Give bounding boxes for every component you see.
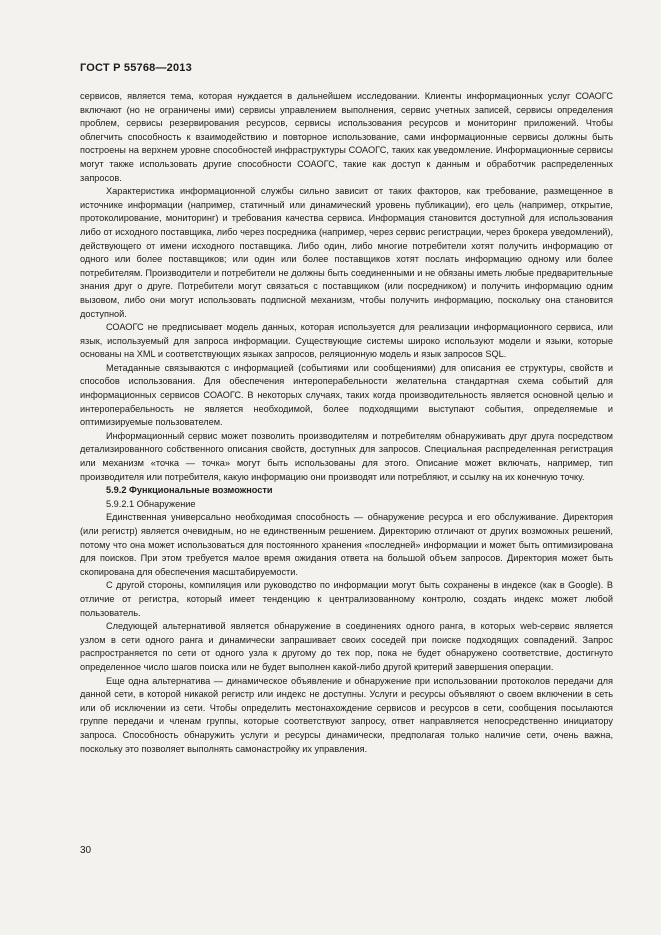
paragraph-continuation: сервисов, является тема, которая нуждается в дальнейшем исследовании. Клиенты информационных услуг СОАОГС включают (но не ограничены ими) сервисы управлением выполнения, сервис учетных записей, сервисы определения проблем, сервисы резервирования ресурсов, сервисы использования ресурсов и мониторинг приложений. Чтобы облегчить способность к взаимодействию и повторное использование, сами информационные сервисы должны быть построены на верхнем уровне способностей инфраструктуры СОАОГС, таких как уведомление. Информационные сервисы могут также использовать другие способности СОАОГС, такие как доступ к данным и обработчик распределенных запросов. <box>80 91 613 183</box>
paragraph: Информационный сервис может позволить производителям и потребителям обнаруживать друг друга посредством детализированного собственного описания свойств, доступных для запросов. Специальная распределенная регистрация или механизм «точка — точка» могут быть использованы для этого. Описание может включать, например, тип производителя или потребителя, какую информацию они производят или потребляют, и ссылку на их конечную точку. <box>80 430 613 482</box>
document-body <box>80 90 613 756</box>
paragraph: Характеристика информационной службы сильно зависит от таких факторов, как требование, размещенное в источнике информации (например, статичный или динамический уровень публикации), его цель (например, открытие, протоколирование, мониторинг) и требования качества сервиса. Информация становится доступной для использования либо от исходного поставщика, либо через посредника (например, через сервис регистрации, через брокера уведомлений), действующего от имени исходного поставщика. Либо один, либо многие потребители хотят получить информацию от одного или более поставщиков; или один или более поставщиков хотят послать информацию одному или более потребителям. Производители и потребители не должны быть соединенными и не обязаны иметь любые предварительные знания друг о друге. Потребители могут связаться с поставщиком (или посредником) и получить информацию одним вызовом, либо они могут использовать подписной механизм, чтобы получить информацию, поскольку она становится доступной. <box>80 186 613 319</box>
page-number: 30 <box>80 845 92 856</box>
subsection-heading: 5.9.2.1 Обнаружение <box>106 498 196 509</box>
paragraph: Метаданные связываются с информацией (событиями или сообщениями) для описания ее структуры, свойств и способов использования. Для обеспечения интероперабельности желательна стандартная схема событий для информационных сервисов СОАОГС. В некоторых случаях, таких когда производительность является основной целью и интероперабельность не является необходимой, более подходящими выступают события, определяемые и оптимизируемые пользователем. <box>80 362 613 428</box>
paragraph: Единственная универсально необходимая способность — обнаружение ресурса и его обслуживание. Директория (или регистр) является очевидным, но не единственным решением. Директорию отличают от других возможных решений, потому что она может использоваться для постоянного хранения «последней» информации и может быть оптимизирована для поисков. При этом требуется малое время ожидания ответа на большой объем запросов. Директория может быть скопирована для обеспечения масштабируемости. <box>80 512 613 577</box>
paragraph: Следующей альтернативой является обнаружение в соединениях одного ранга, в которых web-сервис является узлом в сети одного ранга и динамически запрашивает своих соседей при поиске подходящих совпадений. Запрос распространяется по сети от одного узла к другому до тех пор, пока не будет обнаружено соответствие, достигнуто определенное число шагов поиска или не будет выполнен какой-либо другой критерий завершения операции. <box>80 621 613 672</box>
paragraph: С другой стороны, компиляция или руководство по информации могут быть сохранены в индексе (как в Google). В отличие от регистра, который имеет тенденцию к централизованному контролю, создать индекс может любой пользователь. <box>80 580 613 618</box>
standard-header: ГОСТ Р 55768—2013 <box>80 62 192 74</box>
paragraph: СОАОГС не предписывает модель данных, которая используется для реализации информационного сервиса, или язык, используемый для запроса информации. Существующие системы широко используют модели и языки, которые основаны на XML и соответствующих языках запросов, реляционную модель и язык запросов SQL. <box>80 322 613 360</box>
paragraph: Еще одна альтернатива — динамическое объявление и обнаружение при использовании протоколов передачи для данной сети, в которой никакой регистр или индекс не доступны. Услуги и ресурсы объявляют о своем включении в сеть или об исключении из сети. Чтобы определить местонахождение сервисов и ресурсов в сети, сообщения посылаются группе передачи и членам группы, которые соответствуют запросу, ответ направляется непосредственно инициатору запроса. Способность обнаружить услуги и ресурсы динамически, предполагая только наличие сети, очень важна, поскольку это позволяет выполнять самонастройку их управления. <box>80 675 613 754</box>
section-heading: 5.9.2 Функциональные возможности <box>106 485 273 496</box>
